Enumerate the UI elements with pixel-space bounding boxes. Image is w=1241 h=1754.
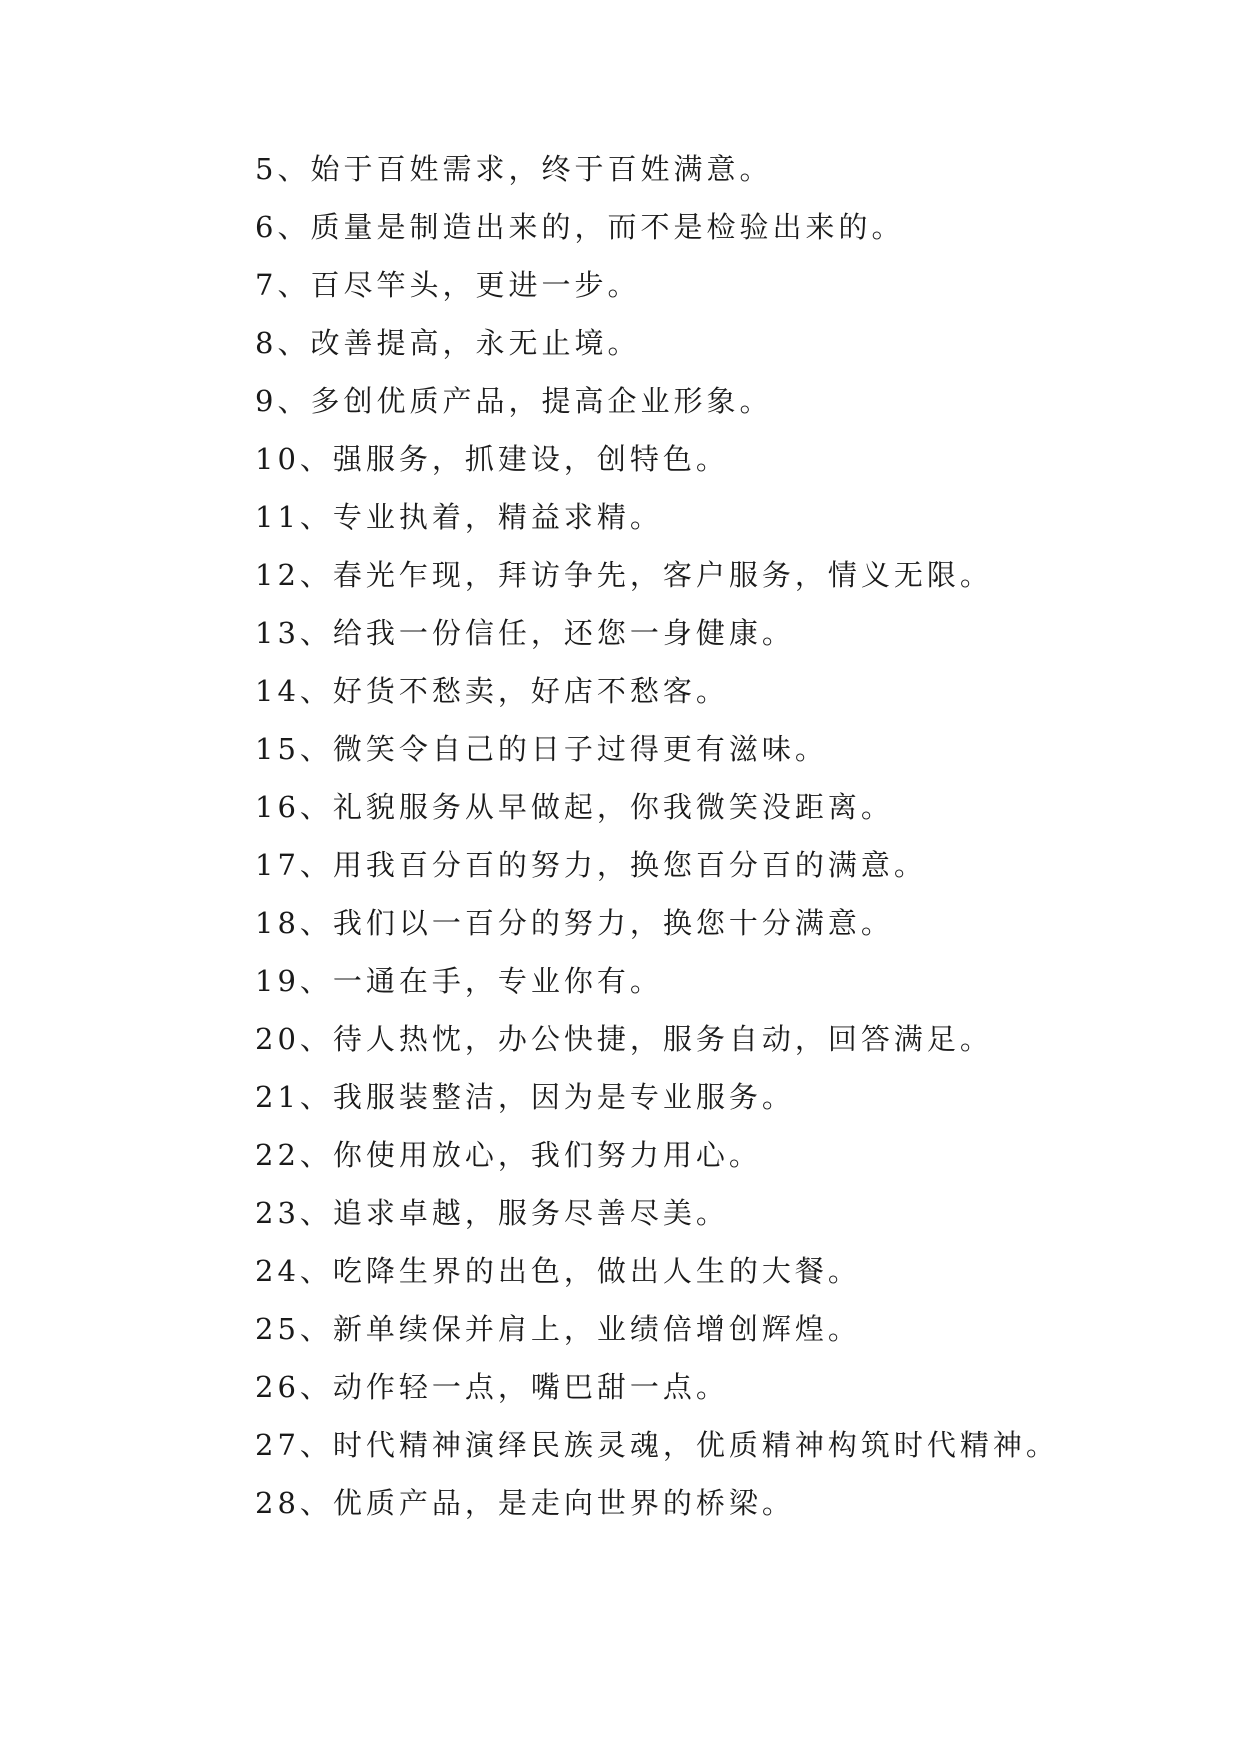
list-item: 28、优质产品，是走向世界的桥梁。 [255,1486,795,1520]
slogan-list [255,140,1059,1532]
list-item: 25、新单续保并肩上，业绩倍增创辉煌。 [255,1312,861,1346]
list-item: 13、给我一份信任，还您一身健康。 [255,616,795,650]
list-item: 15、微笑令自己的日子过得更有滋味。 [255,732,828,766]
list-item: 24、吃降生界的出色，做出人生的大餐。 [255,1254,861,1288]
list-item: 16、礼貌服务从早做起，你我微笑没距离。 [255,790,894,824]
list-item: 22、你使用放心，我们努力用心。 [255,1138,762,1172]
list-item: 20、待人热忱，办公快捷，服务自动，回答满足。 [255,1022,993,1056]
list-item: 12、春光乍现，拜访争先，客户服务，情义无限。 [255,558,993,592]
list-item: 17、用我百分百的努力，换您百分百的满意。 [255,848,927,882]
list-item: 26、动作轻一点，嘴巴甜一点。 [255,1370,729,1404]
list-item: 11、专业执着，精益求精。 [255,500,663,534]
list-item: 9、多创优质产品，提高企业形象。 [255,384,773,418]
list-item: 8、改善提高，永无止境。 [255,326,641,360]
list-item: 27、时代精神演绎民族灵魂，优质精神构筑时代精神。 [255,1428,1059,1462]
list-item: 5、始于百姓需求，终于百姓满意。 [255,152,773,186]
list-item: 10、强服务，抓建设，创特色。 [255,442,729,476]
list-item: 7、百尽竿头，更进一步。 [255,268,641,302]
list-item: 14、好货不愁卖，好店不愁客。 [255,674,729,708]
list-item: 6、质量是制造出来的，而不是检验出来的。 [255,210,905,244]
list-item: 19、一通在手，专业你有。 [255,964,663,998]
list-item: 21、我服装整洁，因为是专业服务。 [255,1080,795,1114]
list-item: 23、追求卓越，服务尽善尽美。 [255,1196,729,1230]
list-item: 18、我们以一百分的努力，换您十分满意。 [255,906,894,940]
